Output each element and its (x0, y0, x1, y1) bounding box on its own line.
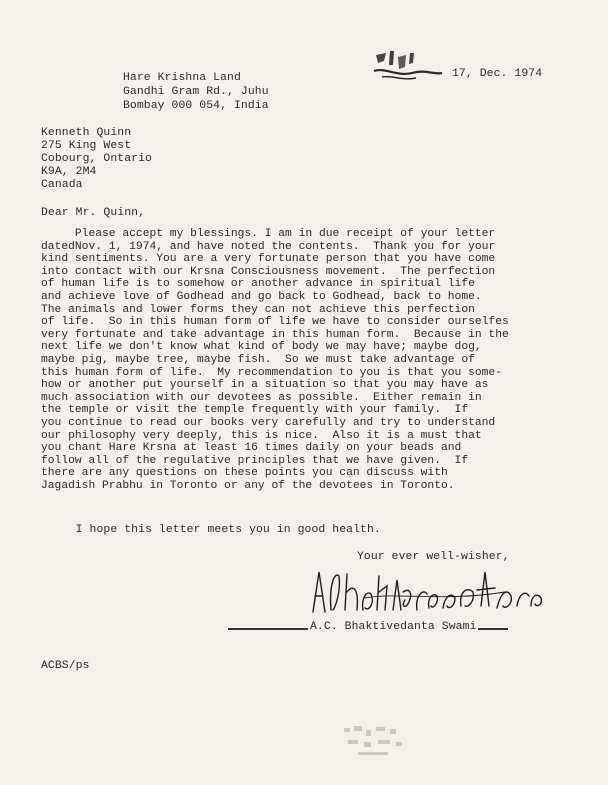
closing-line: I hope this letter meets you in good health. (41, 524, 381, 536)
body-line: datedNov. 1, 1974, and have noted the contents. Thank you for your (41, 240, 496, 253)
body-line: you continue to read our books very carefully and try to understand (41, 416, 496, 429)
handwritten-signature (305, 562, 555, 622)
letter-body (41, 228, 509, 492)
recipient-line-5: Canada (41, 179, 83, 191)
signer-name: A.C. Bhaktivedanta Swami (310, 621, 477, 633)
sender-address-line-3: Bombay 000 054, India (123, 100, 269, 112)
recipient-line-4: K9A, 2M4 (41, 166, 97, 178)
sender-address-line-1: Hare Krishna Land (123, 72, 241, 84)
valediction: Your ever well-wisher, (357, 551, 510, 563)
body-line: there are any questions on these points you can discuss with (41, 467, 448, 480)
body-line: and achieve love of Godhead and go back to Godhead, back to home. (41, 290, 482, 303)
body-line: you chant Hare Krsna at least 16 times daily on your beads and (41, 442, 462, 455)
body-line: of life. So in this human form of life we have to consider ourselfes (41, 316, 509, 329)
typist-initials: ACBS/ps (41, 660, 90, 672)
letter-date: 17, Dec. 1974 (452, 68, 543, 80)
body-line: The animals and lower forms they can not achieve this perfection (41, 303, 475, 316)
body-line: this human form of life. My recommendation to you is that you some- (41, 366, 502, 379)
body-line: kind sentiments. You are a very fortunate person that you have come (41, 253, 496, 266)
ink-stamp-mark (372, 47, 444, 85)
body-line: much association with our devotees as possible. Either remain in (41, 391, 482, 404)
recipient-line-3: Cobourg, Ontario (41, 153, 152, 165)
recipient-line-1: Kenneth Quinn (41, 127, 132, 139)
body-line: the temple or visit the temple frequently with your family. If (41, 404, 469, 417)
body-line: Please accept my blessings. I am in due receipt of your letter (41, 228, 496, 240)
body-line: very fortunate and take advantage in this human form. Because in the (41, 328, 509, 341)
body-line: of human life is to somehow or another advance in spiritual life (41, 278, 475, 291)
body-line: our philosophy very deeply, this is nice. Also it is a must that (41, 429, 482, 442)
body-line: Jagadish Prabhu in Toronto or any of the devotees in Toronto. (41, 479, 455, 492)
body-line: how or another put yourself in a situation so that you may have as (41, 379, 489, 392)
body-line: next life we don't know what kind of body we may have; maybe dog, (41, 341, 482, 354)
recipient-line-2: 275 King West (41, 140, 132, 152)
archive-smudge-mark (340, 722, 420, 762)
sender-address-line-2: Gandhi Gram Rd., Juhu (123, 86, 269, 98)
body-line: into contact with our Krsna Consciousness movement. The perfection (41, 265, 496, 278)
salutation: Dear Mr. Quinn, (41, 207, 146, 219)
body-line: follow all of the regulative principles that we have given. If (41, 454, 469, 467)
body-line: maybe pig, maybe tree, maybe fish. So we must take advantage of (41, 353, 475, 366)
